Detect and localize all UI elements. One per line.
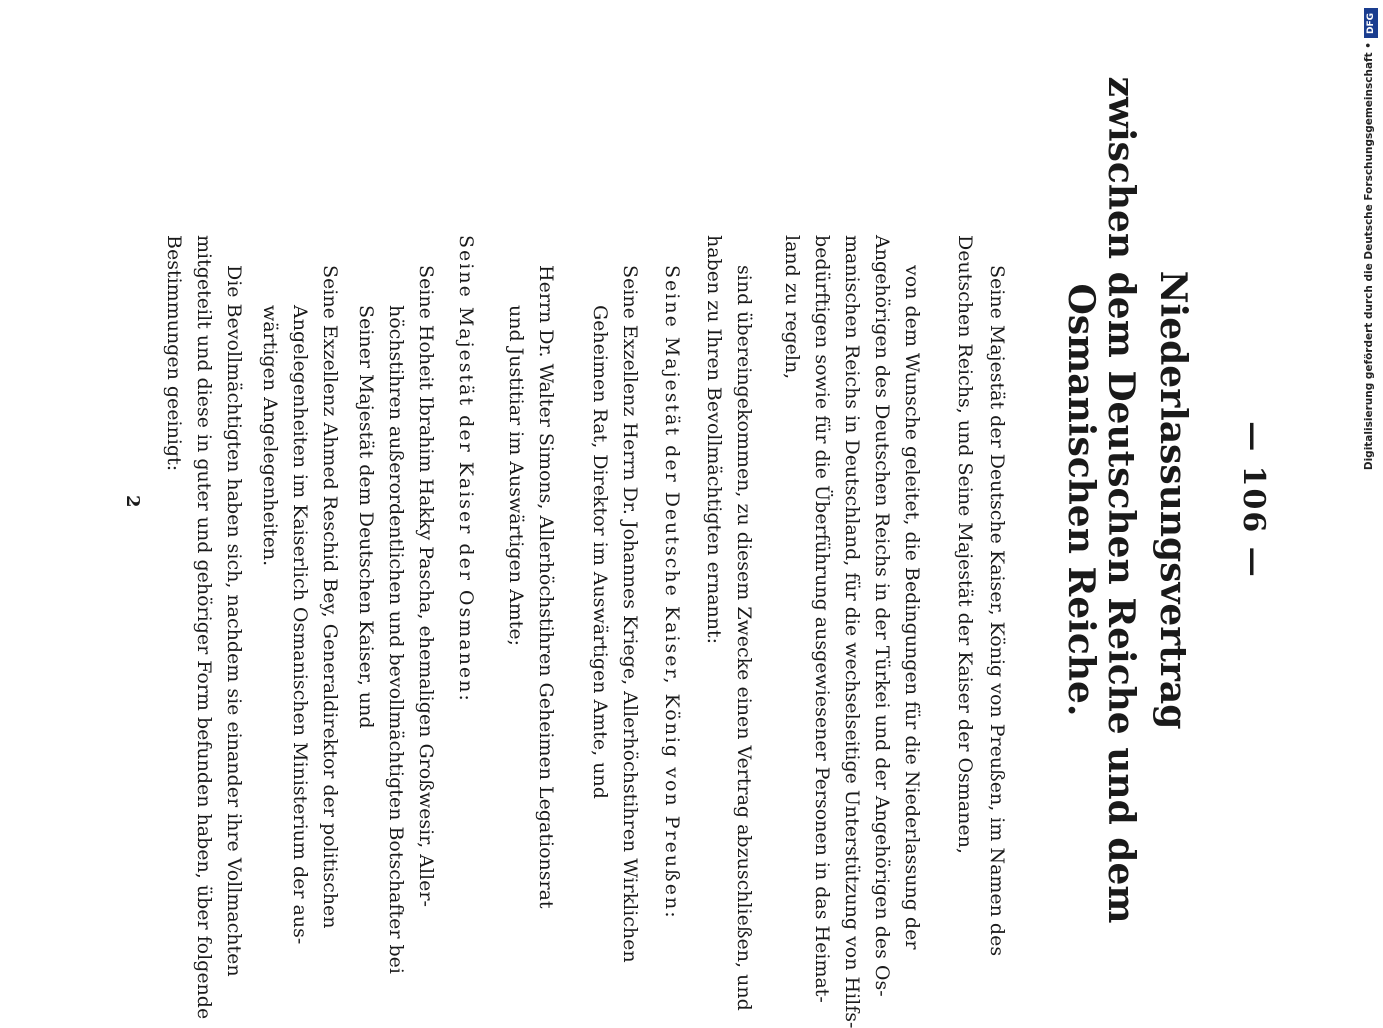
- body-line: manischen Reichs in Deutschland, für die wechselseitige Unterstützung von Hilfs-: [841, 235, 863, 1028]
- body-line: bedürftigen sowie für die Überführung ausgewiesener Personen in das Heimat-: [811, 235, 833, 1003]
- body-line: mitgeteilt und diese in guter und gehöriger Form befunden haben, über folgende: [193, 235, 215, 1020]
- document-title-line-2: zwischen dem Deutschen Reiche und dem: [1100, 76, 1142, 924]
- body-line: Seine Exzellenz Ahmed Reschid Bey, Generaldirektor der politischen: [319, 265, 341, 929]
- body-line: Angelegenheiten im Kaiserlich Osmanischen Ministerium der aus-: [289, 305, 311, 945]
- body-line: haben zu Ihren Bevollmächtigten ernannt:: [703, 235, 725, 645]
- body-line: Seine Hoheit Ibrahim Hakky Pascha, ehemaligen Großwesir, Aller-: [415, 265, 437, 907]
- dfg-logo: DFG: [1364, 8, 1378, 38]
- body-line: Geheimen Rat, Direktor im Auswärtigen Amte, und: [589, 305, 611, 799]
- body-line: Seine Majestät der Kaiser der Osmanen:: [455, 235, 477, 703]
- dfg-credit-text: Digitalisierung gefördert durch die Deutsche Forschungsgemeinschaft •: [1363, 42, 1375, 471]
- body-line: wärtigen Angelegenheiten.: [259, 305, 281, 567]
- dfg-credit-strip: [1356, 8, 1383, 471]
- document-title-line-3: Osmanischen Reiche.: [1060, 283, 1102, 717]
- body-line: und Justitiar im Auswärtigen Amte;: [505, 305, 527, 647]
- body-line: Angehörigen des Deutschen Reichs in der Türkei und der Angehörigen des Os-: [871, 235, 893, 997]
- body-line: Deutschen Reichs, und Seine Majestät der Kaiser der Osmanen,: [954, 235, 976, 854]
- page-number: — 106 —: [1236, 421, 1271, 579]
- body-line: Herrn Dr. Walter Simons, Allerhöchstihren Geheimen Legationsrat: [535, 265, 557, 909]
- body-line: höchstihren außerordentlichen und bevollmächtigten Botschafter bei: [385, 305, 407, 974]
- body-line: Seiner Majestät dem Deutschen Kaiser, und: [355, 305, 377, 729]
- body-line: Seine Exzellenz Herrn Dr. Johannes Kriege, Allerhöchstihren Wirklichen: [619, 265, 641, 963]
- body-line: von dem Wunsche geleitet, die Bedingungen für die Niederlassung der: [901, 265, 923, 950]
- body-line: Seine Majestät der Deutsche Kaiser, König von Preußen, im Namen des: [986, 265, 1008, 957]
- body-line: Die Bevollmächtigten haben sich, nachdem sie einander ihre Vollmachten: [223, 265, 245, 977]
- document-title-line-1: Niederlassungsvertrag: [1152, 270, 1194, 730]
- signature-mark: 2: [122, 495, 143, 508]
- body-line: Seine Majestät der Deutsche Kaiser, König von Preußen:: [661, 265, 683, 920]
- body-line: land zu regeln,: [781, 235, 803, 380]
- body-line: Bestimmungen geeinigt:: [163, 235, 185, 472]
- body-line: sind übereingekommen, zu diesem Zwecke einen Vertrag abzuschließen, und: [733, 265, 755, 1011]
